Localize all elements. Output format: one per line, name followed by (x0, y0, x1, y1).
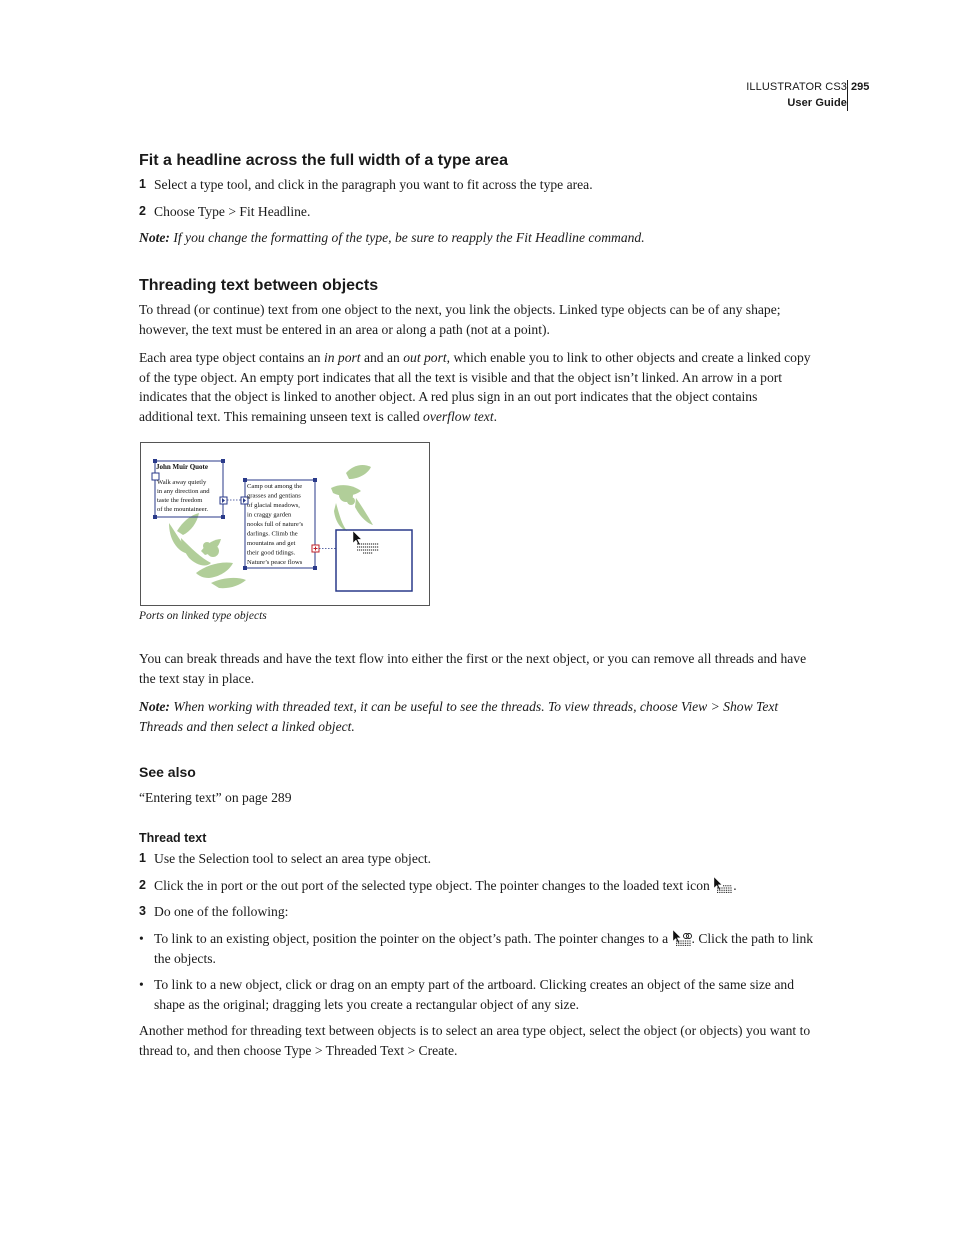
figure-caption: Ports on linked type objects (139, 610, 267, 622)
section-title: Fit a headline across the full width of a type area (139, 152, 508, 169)
threading-para-2 (139, 348, 815, 426)
box1-line: Walk away quietly (157, 479, 207, 486)
step-text: Choose Type > Fit Headline. (154, 204, 311, 219)
thread-text-title (139, 830, 815, 846)
page-number: 295 (851, 81, 870, 93)
empty-type-box (336, 530, 412, 591)
step-number: 2 (139, 878, 146, 892)
note-label: Note: (139, 699, 170, 714)
box2-line: darlings. Climb the (247, 530, 298, 538)
box2-line: Nature’s peace flows (247, 559, 303, 566)
oak-leaf-illustration-left (169, 513, 246, 588)
box2-line: mountains and get (247, 540, 296, 547)
oak-leaf-illustration-right (331, 465, 373, 531)
step-text: Select a type tool, and click in the paragraph you want to fit across the type area. (154, 177, 593, 192)
term-out-port: out port (403, 350, 447, 365)
section-threading-title (139, 276, 815, 296)
step-number: 2 (139, 204, 146, 218)
paragraph: Each area type object contains an in port and an out port, which enable you to link to other objects and create a linked copy of the type object. An empty port indicates that all the text is visible and that the object isn’t linked. An arrow in a port indicates that the object is linked to another object. A red plus sign in an out port indicates that the object contains additional text. This remaining unseen text is called overflow text. (139, 350, 811, 424)
bullet-marker: • (139, 977, 144, 992)
paragraph: To thread (or continue) text from one object to the next, you link the objects. Linked type objects can be of any shape; however, the text must be entered in an area or along a path (not at a point). (139, 302, 781, 337)
thread-final-para (139, 1021, 815, 1060)
note-label: Note: (139, 230, 170, 245)
box2-line: their good tidings. (247, 549, 296, 557)
section-fit-headline-title (139, 151, 815, 171)
box1-line: of the mountaineer. (157, 506, 209, 513)
note-fit-headline (139, 228, 815, 248)
box1-title: John Muir Quote (156, 463, 208, 471)
cross-reference-link[interactable]: “Entering text” on page 289 (139, 790, 292, 805)
see-also-link[interactable] (139, 788, 815, 808)
loaded-text-cursor-icon (353, 531, 379, 553)
box2-line: of glacial meadows, (247, 502, 300, 509)
header-divider (847, 80, 848, 111)
threading-para-1 (139, 300, 815, 339)
box2-line: nooks full of nature’s (247, 521, 304, 528)
step-number: 1 (139, 851, 146, 865)
note-threads (139, 697, 815, 736)
step-number: 1 (139, 177, 146, 191)
step-text: Do one of the following: (154, 904, 289, 919)
loaded-text-icon (713, 877, 733, 893)
bullet-marker: • (139, 931, 144, 946)
product-name: ILLUSTRATOR CS3 (746, 81, 847, 93)
step-number: 3 (139, 904, 146, 918)
term-in-port: in port (323, 350, 361, 365)
threading-para-3 (139, 649, 815, 688)
term-overflow-text: overflow text (423, 408, 494, 424)
section-title: Threading text between objects (139, 277, 379, 294)
figure-illustration (141, 443, 429, 605)
see-also-title (139, 763, 815, 781)
box1-line: taste the freedom (157, 497, 203, 504)
box1-line: in any direction and (157, 488, 210, 495)
note-text: If you change the formatting of the type, be sure to reapply the Fit Headline command. (173, 230, 645, 245)
box2-line: grasses and gentians (247, 492, 301, 500)
paragraph: You can break threads and have the text flow into either the first or the next object, or you can remove all threads and have the text stay in place. (139, 651, 807, 686)
step-text: Click the in port or the out port of the selected type object. The pointer changes to the loaded text icon . (154, 878, 737, 893)
step-text: Use the Selection tool to select an area type object. (154, 851, 432, 866)
thread-link-cursor-icon (672, 930, 692, 946)
note-text: When working with threaded text, it can be useful to see the threads. To view threads, choose View > Show Text Threads and then select a linked object. (139, 699, 779, 734)
bullet-text: To link to an existing object, position the pointer on the object’s path. The pointer changes to a . Click the path to link the objects. (154, 931, 814, 966)
paragraph: Another method for threading text between objects is to select an area type object, select the object (or objects) you want to thread to, and then choose Type > Threaded Text > Create. (139, 1023, 811, 1058)
linked-type-objects-figure (140, 442, 430, 606)
section-title: Thread text (139, 831, 207, 845)
guide-name: User Guide (787, 97, 847, 109)
bullet-text: To link to a new object, click or drag on an empty part of the artboard. Clicking creates an object of the same size and shape as the original; dragging lets you create a rectangular object of any size. (154, 977, 794, 1012)
running-header (746, 79, 847, 111)
section-title: See also (139, 764, 196, 780)
box2-line: Camp out among the (247, 483, 303, 490)
box2-line: in craggy garden (247, 511, 292, 519)
